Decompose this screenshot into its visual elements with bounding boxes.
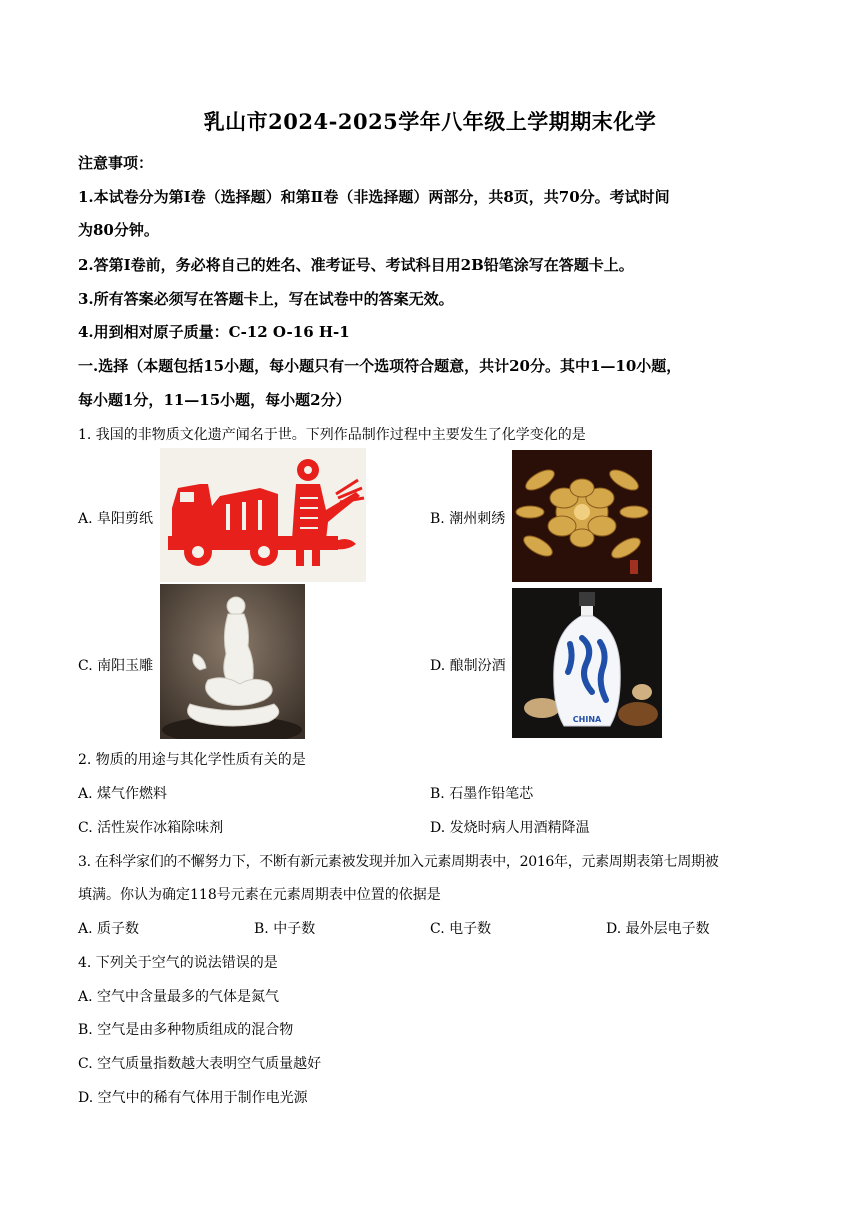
question-2-stem: 2. 物质的用途与其化学性质有关的是: [78, 752, 306, 768]
q1-option-a: A. 阜阳剪纸: [78, 511, 154, 527]
question-1-stem: 1. 我国的非物质文化遗产闻名于世。下列作品制作过程中主要发生了化学变化的是: [78, 427, 586, 443]
embroidery-image: [512, 450, 652, 582]
section-heading-cont: 每小题1分，11—15小题，每小题2分）: [78, 391, 351, 409]
q3-option-c: C. 电子数: [430, 921, 492, 937]
page-title: 乳山市2024-2025学年八年级上学期期末化学: [203, 109, 657, 134]
notice-1-cont: 为80分钟。: [78, 221, 159, 239]
q1-option-c: C. 南阳玉雕: [78, 658, 154, 674]
q1-option-b: B. 潮州刺绣: [430, 511, 506, 527]
q3-option-d: D. 最外层电子数: [606, 921, 710, 937]
section-heading: 一.选择（本题包括15小题，每小题只有一个选项符合题意，共计20分。其中1—10小题，: [78, 357, 682, 375]
q4-option-b: B. 空气是由多种物质组成的混合物: [78, 1022, 294, 1038]
question-3-stem-cont: 填满。你认为确定118号元素在元素周期表中位置的依据是: [78, 887, 441, 903]
paper-cut-image: [160, 448, 366, 582]
notice-2: 2.答第Ⅰ卷前，务必将自己的姓名、准考证号、考试科目用2B铅笔涂写在答题卡上。: [78, 256, 634, 274]
q3-option-a: A. 质子数: [78, 921, 140, 937]
q3-option-b: B. 中子数: [254, 921, 316, 937]
q4-option-a: A. 空气中含量最多的气体是氮气: [78, 989, 280, 1005]
q4-option-d: D. 空气中的稀有气体用于制作电光源: [78, 1090, 308, 1106]
q2-option-c: C. 活性炭作冰箱除味剂: [78, 820, 224, 836]
q1-option-d: D. 酿制汾酒: [430, 658, 506, 674]
q4-option-c: C. 空气质量指数越大表明空气质量越好: [78, 1056, 322, 1072]
fenjiu-bottle-image: [512, 588, 662, 738]
bottle-label: CHINA: [572, 715, 602, 724]
notice-3: 3.所有答案必须写在答题卡上，写在试卷中的答案无效。: [78, 290, 454, 308]
q2-option-b: B. 石墨作铅笔芯: [430, 786, 534, 802]
jade-carving-image: [160, 584, 305, 739]
q2-option-d: D. 发烧时病人用酒精降温: [430, 820, 590, 836]
notice-4: 4.用到相对原子质量：C-12 O-16 H-1: [78, 323, 350, 341]
question-4-stem: 4. 下列关于空气的说法错误的是: [78, 955, 278, 971]
notice-1: 1.本试卷分为第Ⅰ卷（选择题）和第Ⅱ卷（非选择题）两部分，共8页，共70分。考试时间: [78, 188, 670, 206]
q2-option-a: A. 煤气作燃料: [78, 786, 168, 802]
question-3-stem: 3. 在科学家们的不懈努力下，不断有新元素被发现并加入元素周期表中，2016年，元素周期表第七周期被: [78, 854, 719, 870]
notice-heading: 注意事项：: [78, 154, 154, 172]
